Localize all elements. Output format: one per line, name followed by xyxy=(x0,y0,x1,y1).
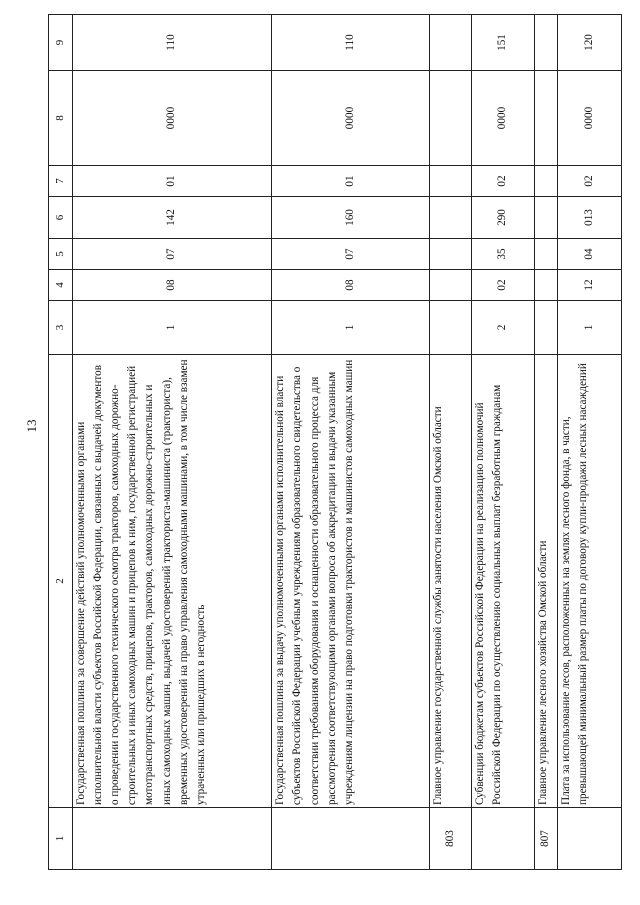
row-c7 xyxy=(534,166,557,197)
row-description: Главное управление государственной службы занятости населения Омской области xyxy=(430,355,472,808)
row-c9: 120 xyxy=(557,15,621,71)
row-c7 xyxy=(430,166,472,197)
row-c9: 110 xyxy=(72,15,272,71)
page-number: 13 xyxy=(24,419,39,433)
row-code xyxy=(272,808,430,870)
row-c3: 1 xyxy=(557,301,621,355)
row-c9 xyxy=(534,15,557,71)
row-c3 xyxy=(430,301,472,355)
row-c9: 110 xyxy=(272,15,430,71)
table-row xyxy=(471,15,534,870)
row-c7: 02 xyxy=(471,166,534,197)
header-cell: 6 xyxy=(49,197,73,239)
table-row xyxy=(534,15,557,870)
header-cell: 3 xyxy=(49,301,73,355)
row-c5: 04 xyxy=(557,239,621,270)
row-c5 xyxy=(430,239,472,270)
row-description: Государственная пошлина за совершение действий уполномоченными органами исполнительной власти субъектов Российской Федерации, связанных с выдачей документов о проведении государственного технического осмотра тракторов, самоходных дорожно-строительных и иных самоходных машин и прицепов к ним, государственной регистрацией мототранспортных средств, прицепов, тракторов, самоходных дорожно-строительных и иных самоходных машин, выдачей удостоверений тракториста-машиниста (тракториста), временных удостоверений на право управления самоходными машинами, в том числе взамен утраченных или пришедших в негодность xyxy=(72,355,272,808)
row-code xyxy=(557,808,621,870)
row-c9: 151 xyxy=(471,15,534,71)
row-code xyxy=(72,808,272,870)
header-cell: 9 xyxy=(49,15,73,71)
row-c9 xyxy=(430,15,472,71)
row-c4: 12 xyxy=(557,270,621,301)
row-c6 xyxy=(430,197,472,239)
row-c6: 160 xyxy=(272,197,430,239)
row-description: Субвенции бюджетам субъектов Российской Федерации на реализацию полномочий Российской Федерации по осуществлению социальных выплат безработным гражданам xyxy=(471,355,534,808)
row-c4 xyxy=(534,270,557,301)
row-c7: 02 xyxy=(557,166,621,197)
row-c5: 35 xyxy=(471,239,534,270)
row-c3: 1 xyxy=(272,301,430,355)
row-c6: 142 xyxy=(72,197,272,239)
row-c8: 0000 xyxy=(471,71,534,166)
table-row xyxy=(430,15,472,870)
row-c8: 0000 xyxy=(72,71,272,166)
row-code: 803 xyxy=(430,808,472,870)
row-c4: 02 xyxy=(471,270,534,301)
row-c3 xyxy=(534,301,557,355)
table-row xyxy=(72,15,272,870)
table-row xyxy=(557,15,621,870)
header-cell: 7 xyxy=(49,166,73,197)
row-c6 xyxy=(534,197,557,239)
row-c6: 290 xyxy=(471,197,534,239)
row-c3: 2 xyxy=(471,301,534,355)
row-description: Государственная пошлина за выдачу уполномоченными органами исполнительной власти субъектов Российской Федерации учебным учреждениям образовательного свидетельства о соответствии требованиям оборудования и оснащенности образовательного процесса для рассмотрения соответствующими органами вопроса об аккредитации и выдачи указанным учреждениям лицензии на право подготовки трактористов и машинистов самоходных машин xyxy=(272,355,430,808)
header-cell: 8 xyxy=(49,71,73,166)
row-c8 xyxy=(534,71,557,166)
row-c7: 01 xyxy=(72,166,272,197)
row-c5: 07 xyxy=(272,239,430,270)
header-cell: 2 xyxy=(49,355,73,808)
row-code: 807 xyxy=(534,808,557,870)
row-c6: 013 xyxy=(557,197,621,239)
row-c8 xyxy=(430,71,472,166)
row-c5: 07 xyxy=(72,239,272,270)
row-description: Плата за использование лесов, расположенных на землях лесного фонда, в части, превышающей минимальный размер платы по договору купли-продажи лесных насаждений xyxy=(557,355,621,808)
row-c4: 08 xyxy=(272,270,430,301)
row-c4: 08 xyxy=(72,270,272,301)
header-cell: 4 xyxy=(49,270,73,301)
budget-classification-table xyxy=(48,14,622,870)
row-code xyxy=(471,808,534,870)
row-c8: 0000 xyxy=(272,71,430,166)
row-c4 xyxy=(430,270,472,301)
header-cell: 1 xyxy=(49,808,73,870)
table-row xyxy=(272,15,430,870)
row-c7: 01 xyxy=(272,166,430,197)
row-description: Главное управление лесного хозяйства Омской области xyxy=(534,355,557,808)
header-cell: 5 xyxy=(49,239,73,270)
rotated-table-container xyxy=(48,15,622,870)
table-header-row xyxy=(49,15,73,870)
row-c8: 0000 xyxy=(557,71,621,166)
row-c3: 1 xyxy=(72,301,272,355)
row-c5 xyxy=(534,239,557,270)
